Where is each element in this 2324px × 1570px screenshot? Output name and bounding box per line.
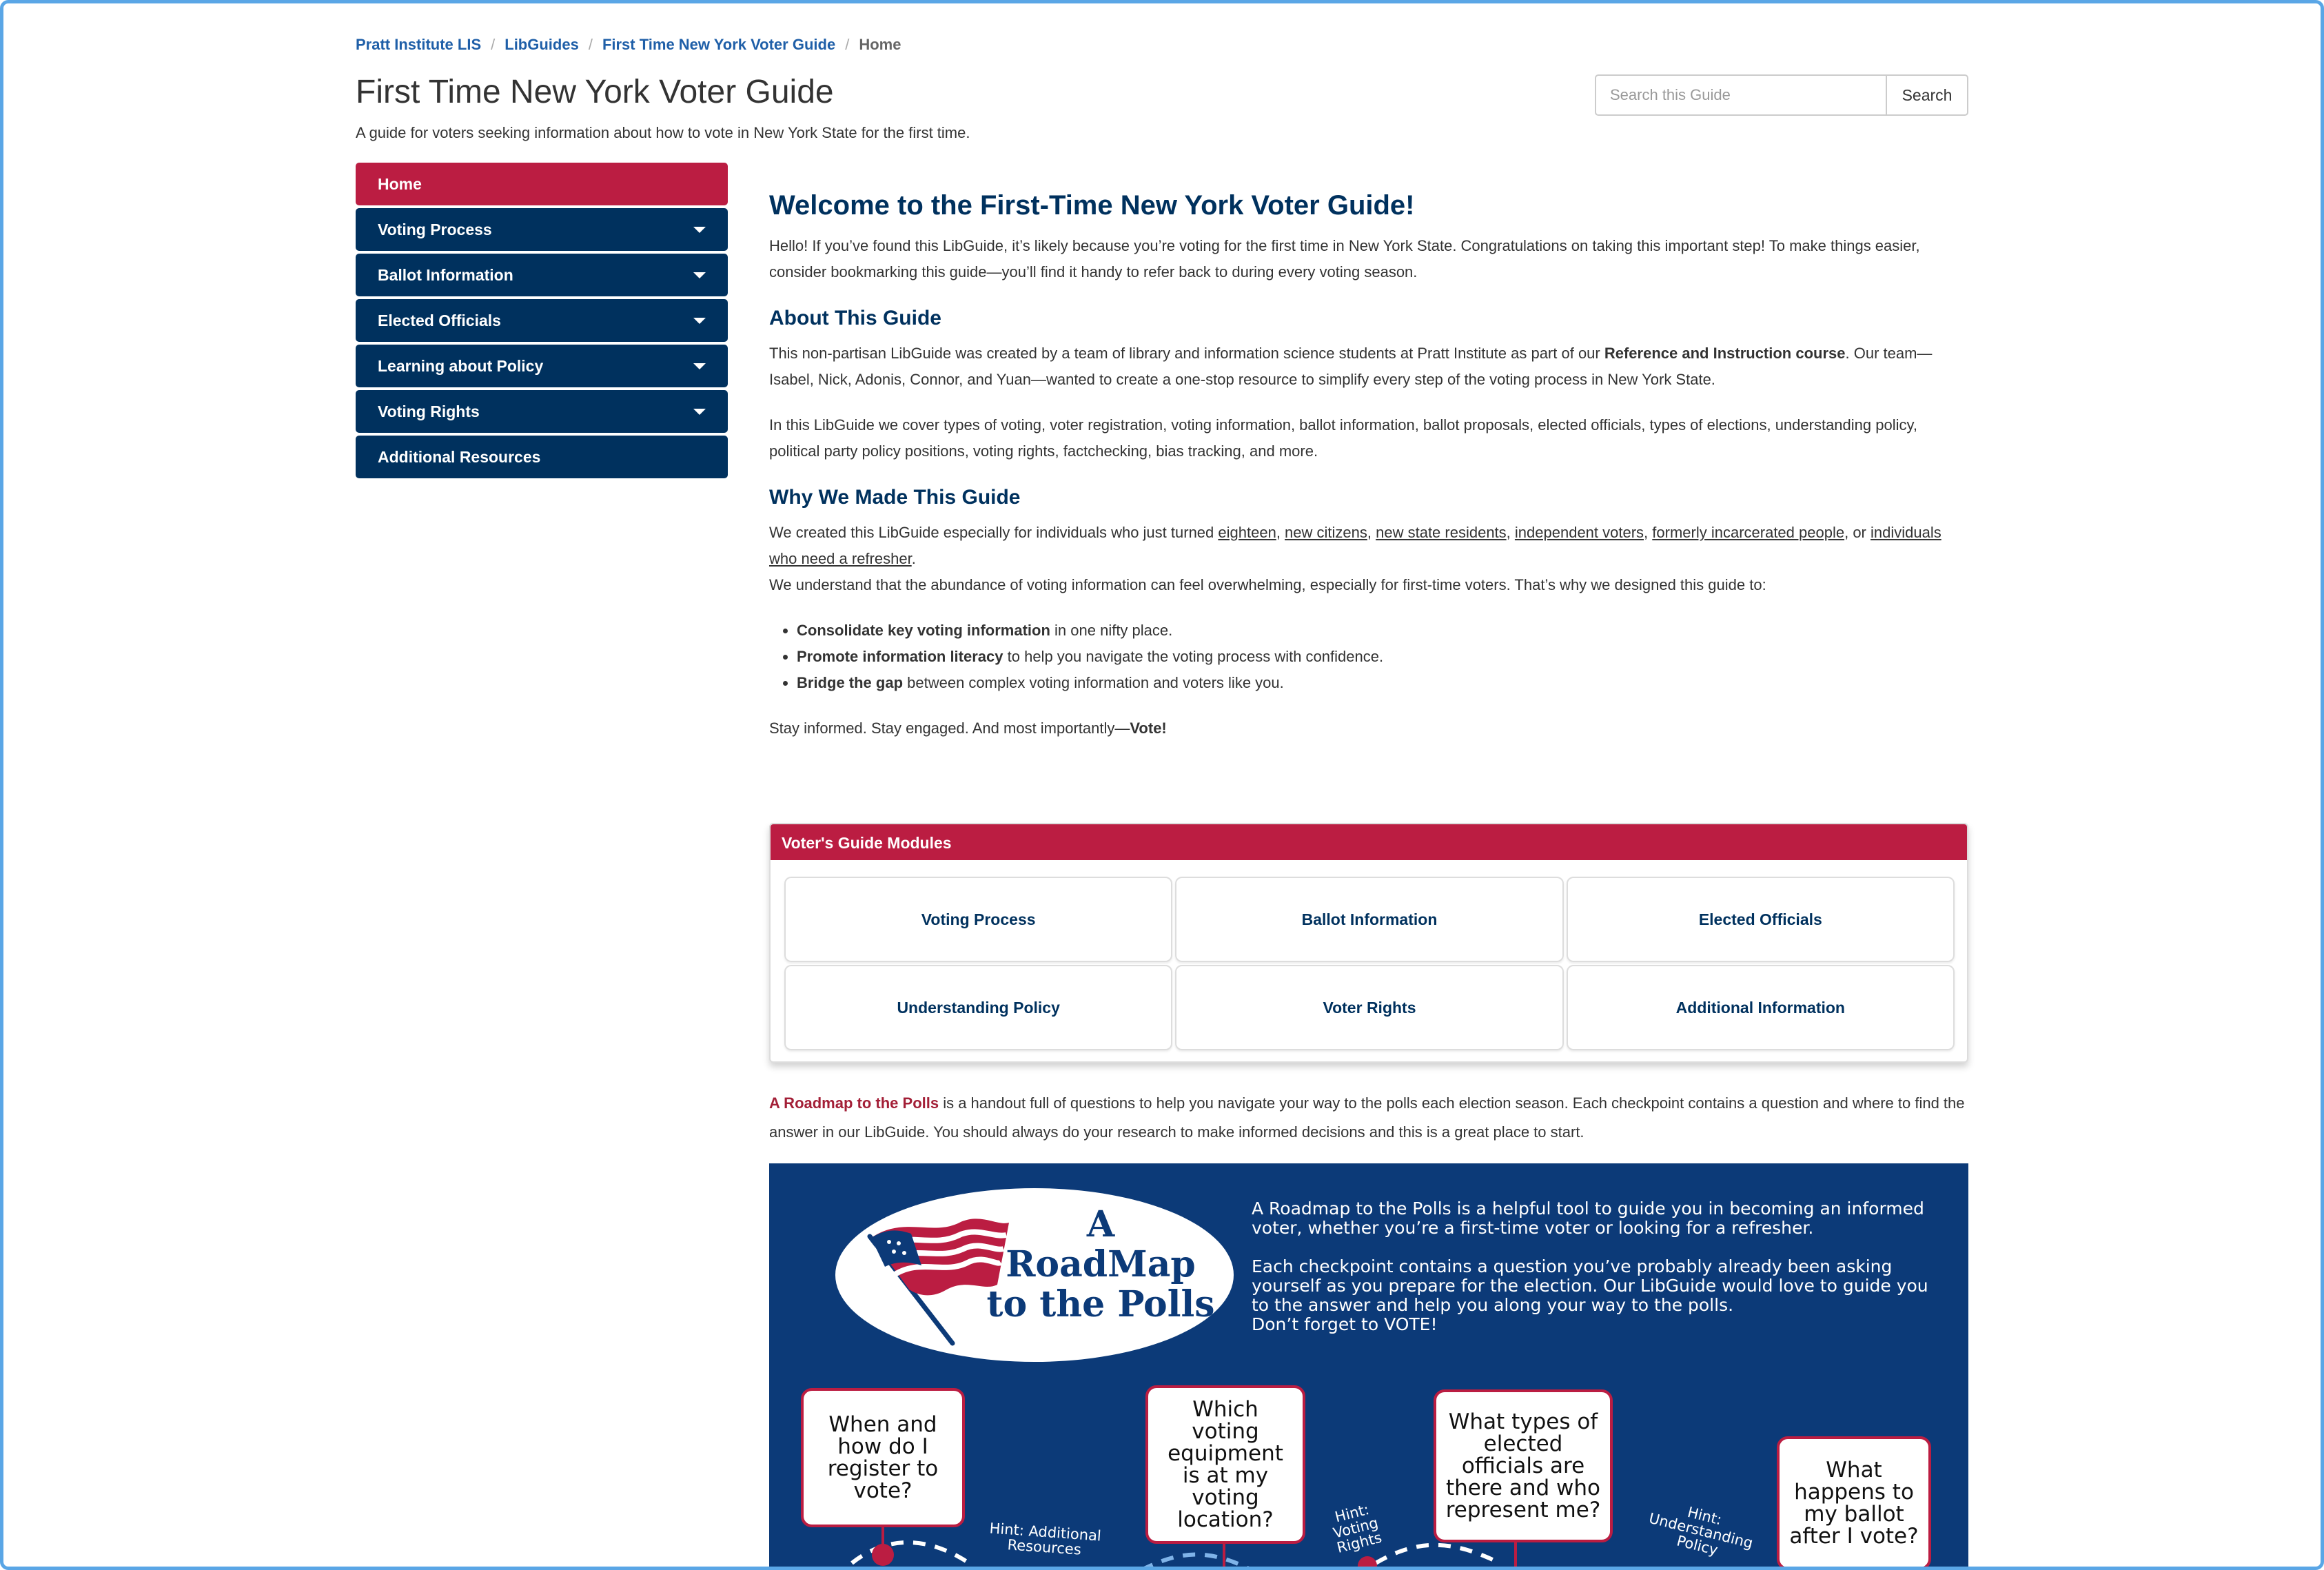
about-paragraph-2: In this LibGuide we cover types of voting, voter registration, voting information, ballot information, ballot proposals, elected officials, types of elections, understanding policy, political party policy positions, voting rights, factchecking, bias tracking, and more. <box>769 416 1917 460</box>
checkpoint-officials: What types of elected officials are there and who represent me? <box>1434 1389 1613 1542</box>
module-elected-officials[interactable]: Elected Officials <box>1567 877 1955 962</box>
module-voter-rights[interactable]: Voter Rights <box>1175 965 1563 1050</box>
caret-down-icon[interactable] <box>693 272 706 278</box>
module-additional-information[interactable]: Additional Information <box>1567 965 1955 1050</box>
checkpoint-equipment: Which voting equipment is at my voting location? <box>1145 1385 1305 1544</box>
intro-paragraph: Hello! If you’ve found this LibGuide, it’s likely because you’re voting for the first time in New York State. Congratulations on taking this important step! To make things easier, consider bookmarking this guide—you’ll find it handy to refer back to during every voting season. <box>769 237 1920 281</box>
list-item: • Bridge the gap between complex voting information and voters like you. <box>797 670 1968 696</box>
nav-item-label: Additional Resources <box>378 447 541 466</box>
caret-down-icon[interactable] <box>693 227 706 233</box>
page-subtitle: A guide for voters seeking information about how to vote in New York State for the first time. <box>356 124 970 141</box>
nav-item-learning-policy[interactable] <box>356 345 728 387</box>
roadmap-image <box>769 1163 1968 1570</box>
nav-item-home[interactable] <box>356 163 728 205</box>
modules-header: Voter's Guide Modules <box>771 824 1967 860</box>
nav-item-label: Home <box>378 174 422 193</box>
nav-item-label: Ballot Information <box>378 265 513 284</box>
hint-voting-rights: Hint: Voting Rights <box>1331 1500 1384 1557</box>
roadmap-intro: A Roadmap to the Polls is a helpful tool to guide you in becoming an informed voter, whether you’re a first-time voter or looking for a refresher. Each checkpoint contains a question you’ve probably already been asking yourself as you prepare for the election. Our LibGuide would love to guide you to the answer and help you along your way to the polls. Don’t forget to VOTE! <box>1252 1199 1928 1334</box>
why-heading: Why We Made This Guide <box>769 486 1021 509</box>
roadmap-description: A Roadmap to the Polls is a handout full of questions to help you navigate your way to the polls each election season. Each checkpoint contains a question and where to find the answer in our LibGuide. You should always do your research to make informed decisions and this is a great place to start. <box>769 1094 1965 1141</box>
nav-item-elected-officials[interactable] <box>356 299 728 342</box>
nav-item-label: Elected Officials <box>378 311 501 329</box>
checkpoint-ballot: What happens to my ballot after I vote? <box>1777 1436 1931 1570</box>
main-content <box>769 187 1968 761</box>
roadmap-title: A RoadMap to the Polls <box>986 1203 1215 1325</box>
nav-item-ballot-information[interactable] <box>356 254 728 296</box>
list-item: • Consolidate key voting information in one nifty place. <box>797 618 1968 644</box>
checkpoint-register: When and how do I register to vote? <box>801 1388 965 1527</box>
closing-paragraph: Stay informed. Stay engaged. And most importantly—Vote! <box>769 720 1167 737</box>
link-eighteen[interactable]: eighteen <box>1218 524 1276 541</box>
guide-search <box>1595 74 1968 116</box>
hint-understanding-policy: Hint: Understanding Policy <box>1647 1503 1755 1559</box>
module-ballot-information[interactable]: Ballot Information <box>1175 877 1563 962</box>
module-voting-process[interactable]: Voting Process <box>784 877 1172 962</box>
why-paragraph: We created this LibGuide especially for individuals who just turned eighteen, new citizens, new state residents, independent voters, formerly incarcerated people, or individuals who need a refresher. <box>769 524 1941 567</box>
breadcrumb-guide[interactable]: First Time New York Voter Guide <box>602 36 836 53</box>
modules-grid <box>784 877 1955 1050</box>
nav-item-label: Learning about Policy <box>378 356 544 375</box>
nav-item-additional-resources[interactable] <box>356 436 728 478</box>
breadcrumb-current: Home <box>859 36 901 53</box>
link-refresher[interactable]: individuals who need a refresher <box>769 524 1941 567</box>
page-title: First Time New York Voter Guide <box>356 74 834 110</box>
modules-box <box>769 823 1968 1063</box>
list-item: • Promote information literacy to help you navigate the voting process with confidence. <box>797 644 1968 670</box>
link-new-state-residents[interactable]: new state residents <box>1376 524 1507 541</box>
welcome-heading: Welcome to the First-Time New York Voter Guide! <box>769 190 1415 221</box>
breadcrumb-libguides[interactable]: LibGuides <box>504 36 579 53</box>
nav-item-label: Voting Process <box>378 220 492 238</box>
why-paragraph-2: We understand that the abundance of voting information can feel overwhelming, especially for first-time voters. That’s why we designed this guide to: <box>769 576 1766 593</box>
nav-item-voting-rights[interactable] <box>356 390 728 433</box>
module-understanding-policy[interactable]: Understanding Policy <box>784 965 1172 1050</box>
about-paragraph-1: This non-partisan LibGuide was created by a team of library and information science students at Pratt Institute as part of our Reference and Instruction course. Our team—Isabel, Nick, Adonis, Connor, and Yuan—wanted to create a one-stop resource to simplify every step of the voting process in New York State. <box>769 345 1933 388</box>
search-input[interactable] <box>1595 74 1886 116</box>
caret-down-icon[interactable] <box>693 318 706 324</box>
roadmap-link[interactable]: A Roadmap to the Polls <box>769 1094 939 1112</box>
search-button[interactable]: Search <box>1886 74 1968 116</box>
breadcrumb-pratt[interactable]: Pratt Institute LIS <box>356 36 482 53</box>
about-heading: About This Guide <box>769 307 941 329</box>
breadcrumb: Pratt Institute LIS / LibGuides / First Time New York Voter Guide / Home <box>356 36 901 53</box>
link-formerly-incarcerated[interactable]: formerly incarcerated people <box>1652 524 1845 541</box>
hint-additional-resources: Hint: Additional Resources <box>988 1520 1102 1558</box>
goals-list <box>797 618 1968 696</box>
link-new-citizens[interactable]: new citizens <box>1285 524 1367 541</box>
nav-item-label: Voting Rights <box>378 402 480 420</box>
side-nav <box>356 163 728 481</box>
nav-item-voting-process[interactable] <box>356 208 728 251</box>
link-independent-voters[interactable]: independent voters <box>1514 524 1644 541</box>
caret-down-icon[interactable] <box>693 409 706 415</box>
caret-down-icon[interactable] <box>693 363 706 369</box>
